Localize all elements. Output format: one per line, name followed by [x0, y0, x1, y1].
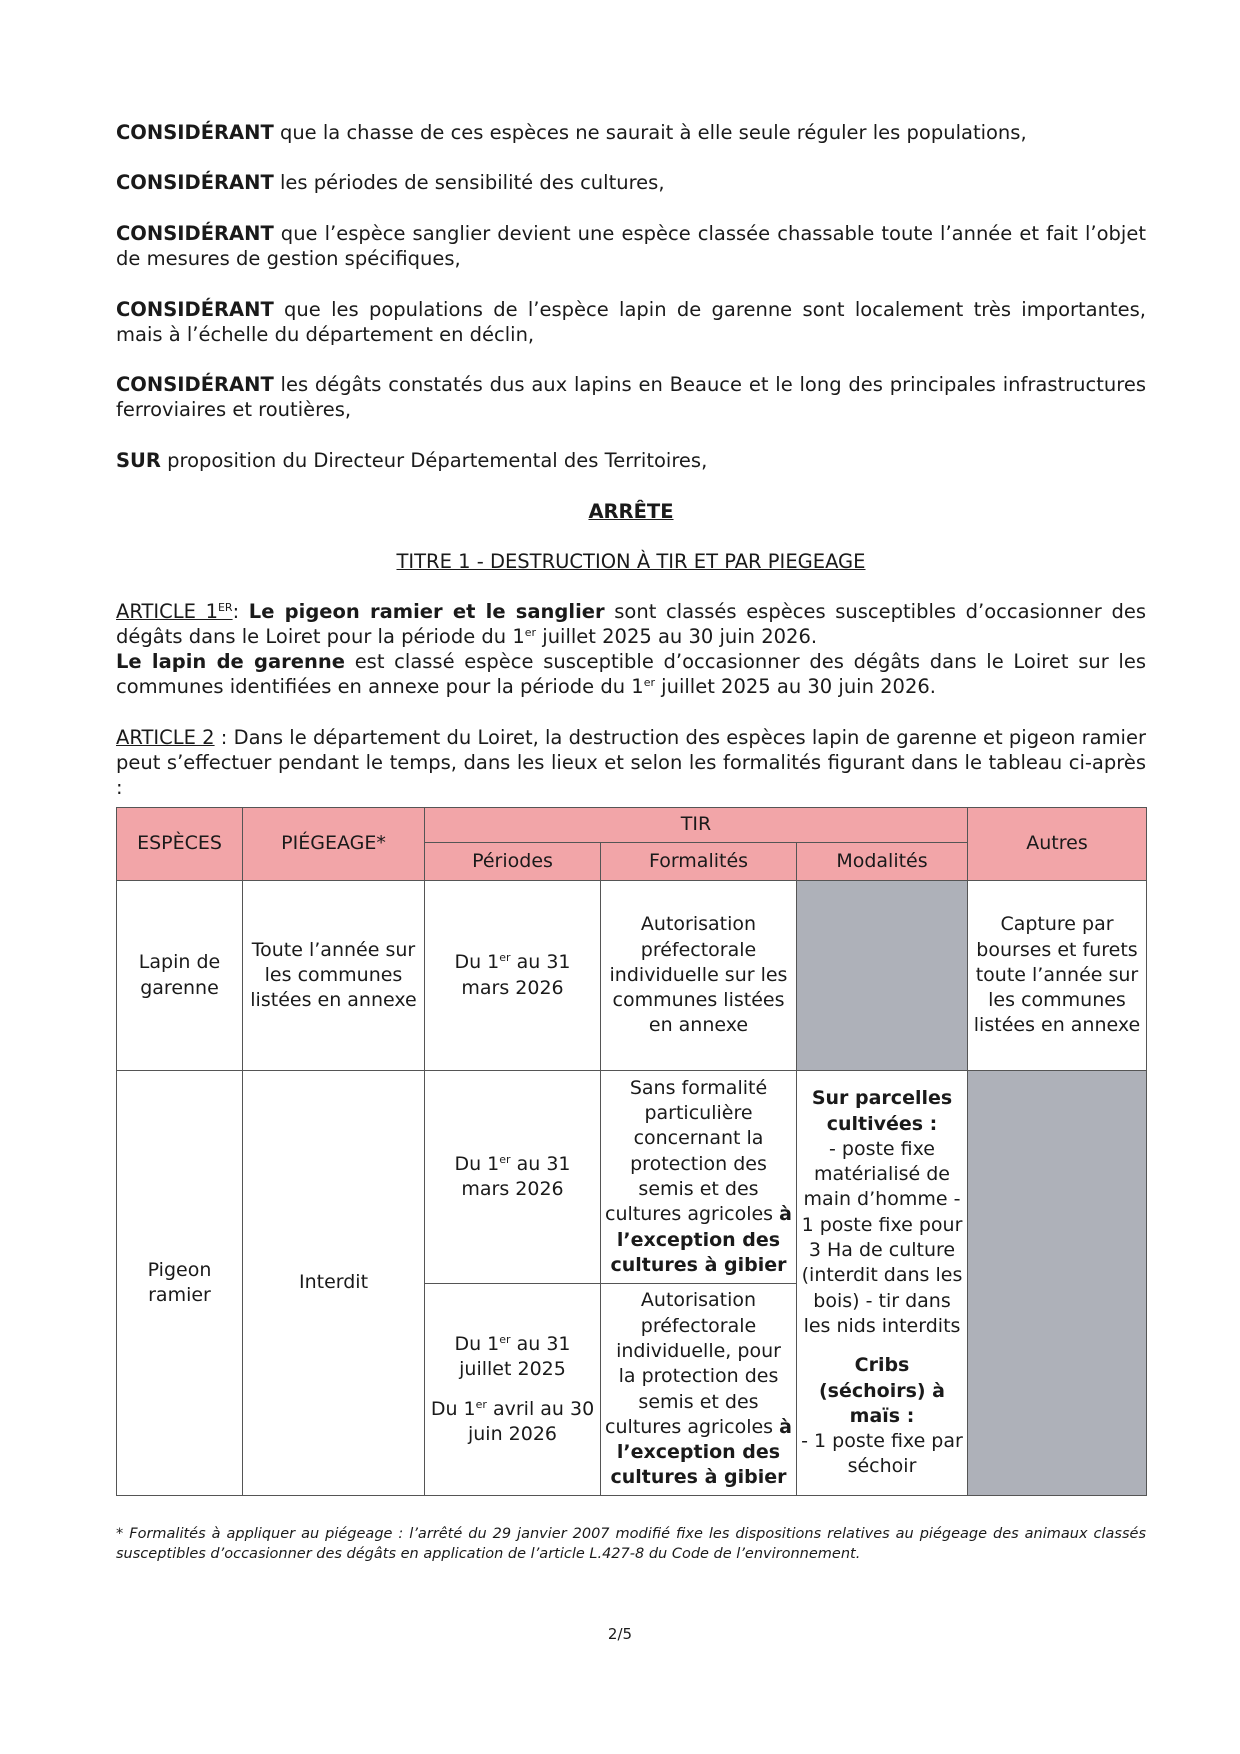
arrete-heading: ARRÊTE [588, 500, 674, 523]
cell-autres-pigeon-empty [968, 1071, 1147, 1496]
header-autres: Autres [968, 808, 1147, 881]
considerant-keyword: CONSIDÉRANT [116, 298, 274, 321]
considerant-keyword: CONSIDÉRANT [116, 222, 274, 245]
cell-espece-lapin: Lapin de garenne [117, 881, 243, 1071]
formalites-text: Autorisation préfectorale individuelle, pour la protection des semis et des cultures agricoles [605, 1289, 781, 1438]
considerant-2 [116, 170, 1146, 195]
periode-sup: er [499, 1332, 511, 1346]
titre-1-heading: TITRE 1 - DESTRUCTION À TIR ET PAR PIEGEAGE [396, 550, 866, 573]
cell-periode-pigeon-2 [425, 1284, 601, 1496]
considerant-3 [116, 221, 1146, 271]
proposition-paragraph [116, 448, 1146, 473]
periode-text-end: avril au 30 juin 2026 [467, 1397, 595, 1445]
proposition-text: proposition du Directeur Départemental des Territoires, [160, 449, 708, 472]
periode-text-end: au 31 mars 2026 [461, 1152, 571, 1200]
periode-text: Du 1 [454, 1332, 500, 1355]
considerant-4 [116, 297, 1146, 347]
cell-formalites-pigeon-1 [601, 1071, 797, 1284]
page-number: 2/5 [607, 1625, 633, 1643]
article-1-label [116, 600, 233, 623]
article-1-sup: er [524, 626, 537, 639]
header-piegeage: PIÉGEAGE* [243, 808, 425, 881]
proposition-keyword: SUR [116, 449, 161, 472]
periode-sup: er [475, 1397, 487, 1411]
article-1-text-end: juillet 2025 au 30 juin 2026. [536, 625, 818, 648]
cell-formalites-pigeon-2 [601, 1284, 797, 1496]
article-1-text: sont classés espèces susceptibles d’occasionner des dégâts dans le Loiret pour la période du 1 [116, 600, 1146, 648]
periode-sup: er [499, 1152, 511, 1166]
article-1-lapin-text-end: juillet 2025 au 30 juin 2026. [654, 675, 936, 698]
article-1-lapin-bold: Le lapin de garenne [116, 650, 345, 673]
periode-sup: er [499, 951, 511, 965]
cell-piegeage-pigeon: Interdit [243, 1071, 425, 1496]
header-tir: TIR [425, 808, 968, 843]
periode-text: Du 1 [454, 951, 500, 974]
table-row-lapin [117, 881, 1147, 1071]
cell-modalites-pigeon [797, 1071, 968, 1496]
modalites-text-cribs: - 1 poste fixe par séchoir [801, 1430, 963, 1478]
header-formalites: Formalités [601, 843, 797, 881]
formalites-exception: à l’exception des cultures à gibier [610, 1415, 792, 1489]
modalites-text-parcelles: - poste fixe matérialisé de main d’homme - 1 poste fixe pour 3 Ha de culture (interdit dans les bois) - tir dans les nids interdits [801, 1137, 963, 1337]
species-table [116, 807, 1147, 1496]
periode-text-end: au 31 mars 2026 [461, 951, 571, 999]
modalites-title-cribs: Cribs (séchoirs) à maïs : [818, 1354, 946, 1427]
table-row-pigeon-1 [117, 1071, 1147, 1284]
considerant-keyword: CONSIDÉRANT [116, 171, 274, 194]
article-2 [116, 725, 1146, 800]
considerant-1 [116, 120, 1146, 145]
cell-periode-pigeon-1 [425, 1071, 601, 1284]
considerant-keyword: CONSIDÉRANT [116, 121, 274, 144]
cell-modalites-lapin-empty [797, 881, 968, 1071]
cell-espece-pigeon: Pigeon ramier [117, 1071, 243, 1496]
header-modalites: Modalités [797, 843, 968, 881]
header-periodes: Périodes [425, 843, 601, 881]
article-2-label: ARTICLE 2 [116, 726, 215, 749]
article-1-lapin-sup: er [643, 676, 655, 689]
cell-formalites-lapin: Autorisation préfectorale individuelle sur les communes listées en annexe [601, 881, 797, 1071]
article-1: ARTICLE 1ER: Le pigeon ramier et le sanglier sont classés espèces susceptibles d’occasionner des dégâts dans le Loiret pour la période du 1er juillet 2025 au 30 juin 2026. Le lapin de garenne est classé espèce susceptible d’occasionner des dégâts dans le Loiret sur les communes identifiées en annexe pour la période du 1er juillet 2025 au 30 juin 2026. [116, 600, 1146, 698]
cell-autres-lapin: Capture par bourses et furets toute l’année sur les communes listées en annexe [968, 881, 1147, 1071]
article-1-label-sup: ER [217, 601, 233, 614]
footnote: * Formalités à appliquer au piégeage : l’arrêté du 29 janvier 2007 modifié fixe les dispositions relatives au piégeage des animaux classés susceptibles d’occasionner des dégâts en application de l’article L.427-8 du Code de l’environnement. [116, 1526, 1146, 1562]
considerant-text: que l’espèce sanglier devient une espèce classée chassable toute l’année et fait l’objet de mesures de gestion spécifiques, [116, 222, 1146, 270]
considerant-text: que les populations de l’espèce lapin de garenne sont localement très importantes, mais à l’échelle du département en déclin, [116, 298, 1146, 346]
article-1-label-text: ARTICLE 1 [116, 600, 218, 623]
considerant-text: que la chasse de ces espèces ne saurait à elle seule réguler les populations, [273, 121, 1027, 144]
article-1-lapin-text: est classé espèce susceptible d’occasionner des dégâts dans le Loiret sur les communes identifiées en annexe pour la période du 1 [116, 650, 1146, 698]
formalites-exception: à l’exception des cultures à gibier [610, 1203, 792, 1276]
cell-periode-lapin [425, 881, 601, 1071]
modalites-title-parcelles: Sur parcelles cultivées : [811, 1087, 953, 1135]
periode-text-end: au 31 juillet 2025 [459, 1332, 571, 1381]
periode-text: Du 1 [454, 1152, 500, 1175]
considerant-text: les dégâts constatés dus aux lapins en Beauce et le long des principales infrastructures ferroviaires et routières, [116, 373, 1146, 421]
considerant-keyword: CONSIDÉRANT [116, 373, 274, 396]
article-2-text: : Dans le département du Loiret, la destruction des espèces lapin de garenne et pigeon ramier peut s’effectuer pendant le temps, dans les lieux et selon les formalités figurant dans le tableau ci-après : [116, 726, 1146, 799]
considerant-5 [116, 372, 1146, 422]
formalites-text: Sans formalité particulière concernant la protection des semis et des cultures agricoles [605, 1076, 774, 1226]
article-1-species-bold: Le pigeon ramier et le sanglier [248, 600, 605, 623]
considerant-text: les périodes de sensibilité des cultures, [273, 171, 665, 194]
periode-text: Du 1 [430, 1397, 476, 1420]
cell-piegeage-lapin: Toute l’année sur les communes listées en annexe [243, 881, 425, 1071]
header-especes: ESPÈCES [117, 808, 243, 881]
